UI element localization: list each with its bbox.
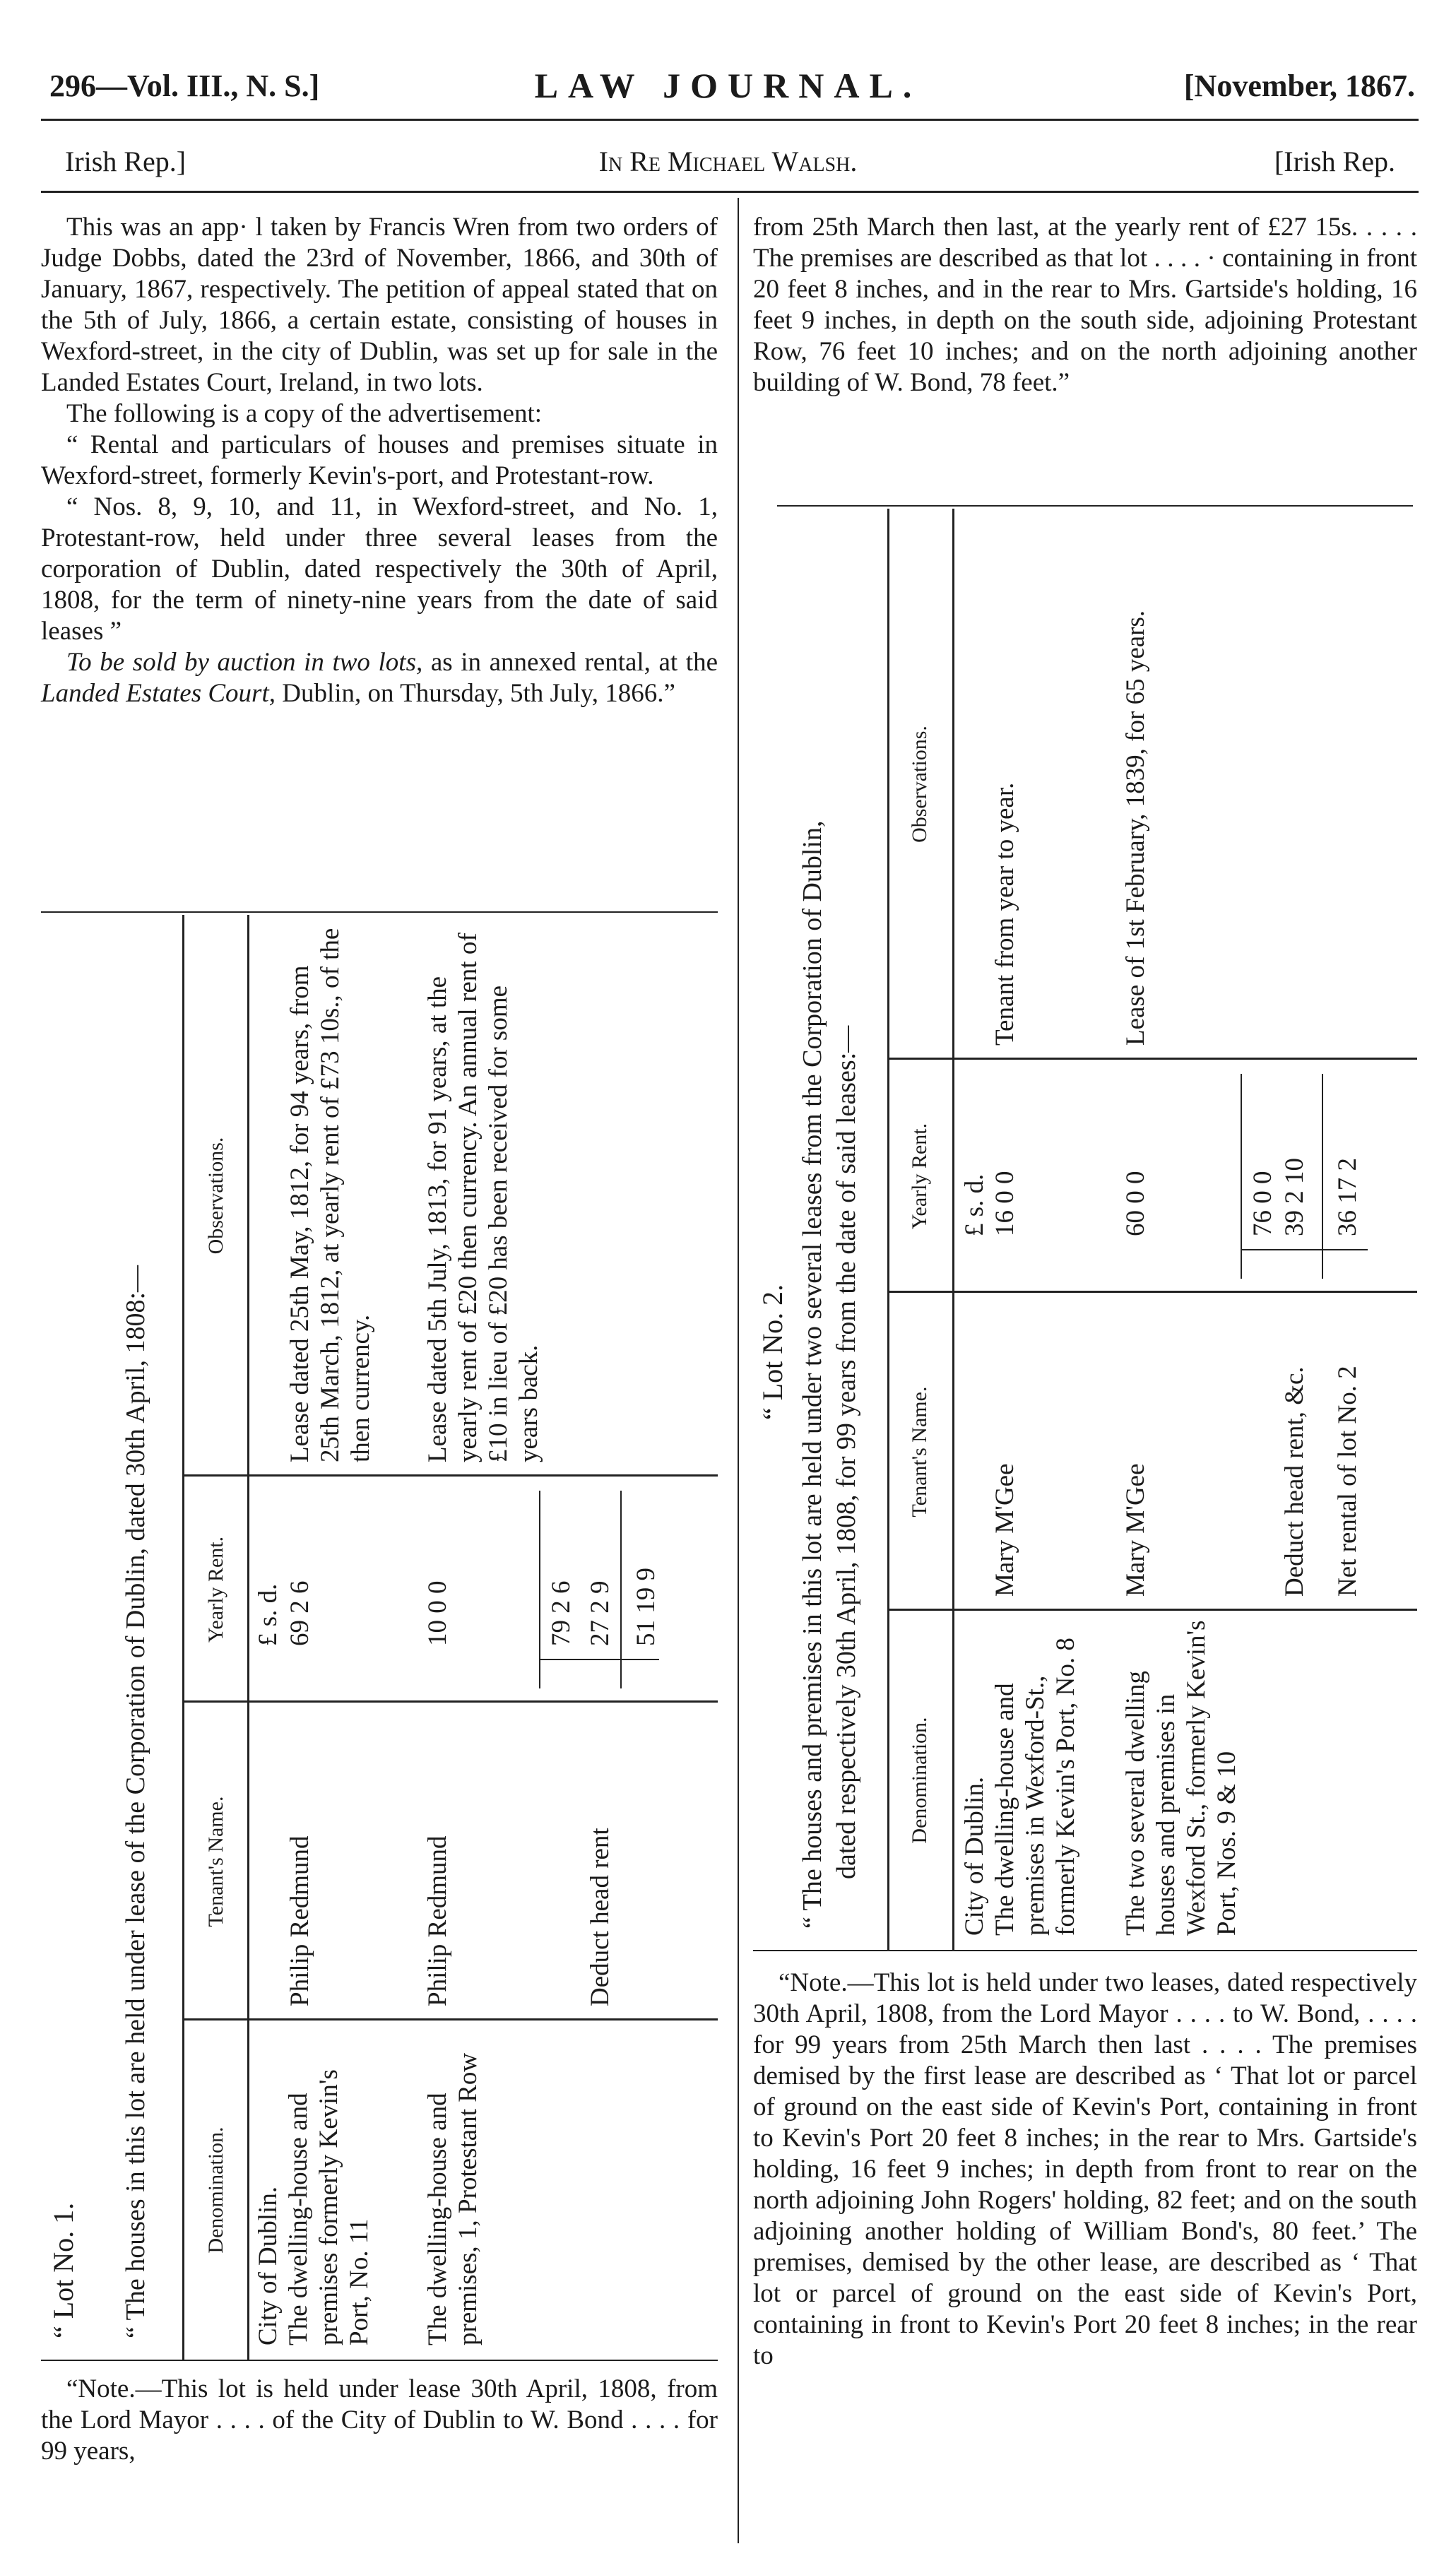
table-bottom-rule — [753, 1950, 1417, 1951]
case-title: In Re Michael Walsh. — [598, 146, 858, 177]
lot1-note — [41, 2374, 718, 2467]
lot2-row1-denomination: City of Dublin. The dwelling-house and premises in Wexford-St., formerly Kevin's Port, No. 8 — [960, 1638, 1080, 1936]
lot2-rule — [1322, 1074, 1323, 1279]
table-top-rule — [41, 911, 718, 913]
lot2-note — [753, 1968, 1417, 2372]
lot1-row2-tenant: Philip Redmund — [423, 1835, 452, 2006]
lot2-rule — [887, 1609, 1417, 1611]
paragraph: This was an app· l taken by Francis Wren from two orders of Judge Dobbs, dated the 23rd of November, 1866, and 30th of January, 1867, respectively. The petition of appeal stated that on the 5th of July, 1866, a certain estate, consisting of houses in Wexford-street, in the city of Dublin, was set up for sale in the Landed Estates Court, Ireland, in two lots. — [41, 213, 718, 397]
lot2-caption-line2: dated respectively 30th April, 1808, for 99 years from the date of said leases:— — [831, 1025, 861, 1879]
lot1-rule — [247, 915, 249, 2360]
lot1-rule — [539, 1659, 659, 1660]
lot2-table-area — [753, 509, 1417, 1950]
left-column-text — [41, 212, 718, 709]
text: Dublin, on Thursday, 5th July, 1866.” — [276, 679, 675, 708]
header-rule — [41, 119, 1419, 121]
lot1-deduct: 27 2 9 — [586, 1580, 615, 1646]
lot1-header-rent: Yearly Rent. — [204, 1536, 227, 1643]
lot1-title: “ Lot No. 1. — [47, 2202, 79, 2338]
lot2-row2-observations: Lease of 1st February, 1839, for 65 years. — [1121, 610, 1150, 1046]
lot2-header-observations: Observations. — [908, 726, 931, 843]
lot2-row2-tenant: Mary M'Gee — [1121, 1463, 1150, 1597]
lot2-title: “ Lot No. 2. — [757, 1284, 788, 1420]
italic-text: To be sold by auction in two lots, — [66, 648, 423, 677]
lot2-row2-rent: 60 0 0 — [1121, 1171, 1150, 1236]
running-head-left: 296—Vol. III., N. S.] — [49, 69, 320, 103]
lot2-row1-tenant: Mary M'Gee — [990, 1463, 1019, 1597]
lot1-row2-rent: 10 0 0 — [423, 1580, 452, 1646]
lot1-rule — [182, 1700, 718, 1703]
lot2-total: 76 0 0 — [1248, 1171, 1277, 1236]
lot2-header-tenant: Tenant's Name. — [908, 1386, 931, 1517]
paragraph — [41, 647, 718, 709]
lot1-row2-observations: Lease dated 5th July, 1813, for 91 years, at the yearly rent of £20 then currency. An annual rent of £10 in lieu of £20 has been received for some years back. — [423, 933, 543, 1462]
paragraph: “ Rental and particulars of houses and premises situate in Wexford-street, formerly Kevin's-port, and Protestant-row. — [41, 430, 718, 490]
right-column-top-text — [753, 212, 1417, 398]
lot2-header-denomination: Denomination. — [908, 1717, 931, 1844]
lot1-row1-rent: 69 2 6 — [285, 1580, 314, 1646]
lot1-money-header: £ s. d. — [254, 1583, 283, 1646]
report-label-left: Irish Rep.] — [65, 146, 187, 177]
lot2-deduct: 39 2 10 — [1280, 1158, 1309, 1236]
lot2-rule — [887, 1291, 1417, 1293]
text: as in annexed rental, at the — [422, 648, 718, 677]
lot2-net-label: Net rental of lot No. 2 — [1333, 1366, 1362, 1597]
paragraph: The following is a copy of the advertisement: — [66, 399, 543, 428]
lot2-rule — [887, 1058, 1417, 1060]
table-top-rule — [777, 505, 1413, 507]
paragraph: from 25th March then last, at the yearly rent of £27 15s. . . . . The premises are described as that lot . . . . · containing in front 20 feet 8 inches, and in the rear to Mrs. Gartside's holding, 16 feet 9 inches, in depth on the south side, adjoining Protestant Row, 76 feet 10 inches; and on the north adjoining another building of W. Bond, 78 feet.” — [753, 213, 1417, 397]
lot2-money-header: £ s. d. — [960, 1173, 989, 1236]
lot1-rotated-table — [41, 915, 718, 2360]
lot1-row1-tenant: Philip Redmund — [285, 1835, 314, 2006]
paragraph: “Note.—This lot is held under two leases, dated respectively 30th April, 1808, from the Lord Mayor . . . . to W. Bond, . . . . for 99 years from 25th March then last . . . . The premises demised by the first lease are described as ‘ That lot or parcel of ground on the east side of Kevin's Port, containing in front to Kevin's Port 20 feet 8 inches; in the rear to Mrs. Gartside's holding, 16 feet 9 inches; in depth from front to rear on the north adjoining John Rogers' holding, 82 feet; and on the south adjoining another holding of William Bond's, 80 feet.’ The premises, demised by the other lease, are described as ‘ That lot or parcel of ground on the east side of Kevin's Port, containing in front to Kevin's Port 20 feet 8 inches; in the rear to — [753, 1968, 1417, 2370]
lot1-rule — [539, 1491, 540, 1688]
paragraph: “Note.—This lot is held under lease 30th April, 1808, from the Lord Mayor . . . . of the City of Dublin to W. Bond . . . . for 99 years, — [41, 2374, 718, 2466]
lot1-rule — [182, 2018, 718, 2020]
lot2-row1-observations: Tenant from year to year. — [990, 782, 1019, 1046]
lot1-net: 51 19 9 — [632, 1568, 661, 1646]
lot1-caption: “ The houses in this lot are held under lease of the Corporation of Dublin, dated 30th April, 1808:— — [121, 1265, 150, 2338]
running-head-right: [November, 1867. — [1183, 69, 1415, 103]
journal-title: LAW JOURNAL. — [534, 66, 922, 105]
lot1-rule — [182, 915, 184, 2360]
lot1-rule — [182, 1474, 718, 1477]
lot1-total: 79 2 6 — [547, 1580, 576, 1646]
lot1-row1-observations: Lease dated 25th May, 1812, for 94 years, from 25th March, 1812, at yearly rent of £73 10s., of the then currency. — [285, 928, 375, 1462]
lot2-row2-denomination: The two several dwelling houses and premises in Wexford St., formerly Kevin's Port, Nos. 9 & 10 — [1121, 1620, 1241, 1936]
lot2-deduct-label: Deduct head rent, &c. — [1280, 1366, 1309, 1597]
lot1-row1-denomination: City of Dublin. The dwelling-house and premises formerly Kevin's Port, No. 11 — [254, 2069, 374, 2345]
lot2-net: 36 17 2 — [1333, 1158, 1362, 1236]
lot1-deduct-label: Deduct head rent — [586, 1828, 615, 2006]
column-divider — [738, 198, 739, 2543]
lot2-rule — [887, 509, 889, 1950]
lot1-rule — [620, 1491, 622, 1688]
lot2-rule — [1241, 1074, 1242, 1279]
lot2-row1-rent: 16 0 0 — [990, 1171, 1019, 1236]
table-bottom-rule — [41, 2360, 718, 2361]
lot1-header-tenant: Tenant's Name. — [204, 1796, 227, 1927]
lot2-rotated-table — [753, 509, 1417, 1950]
paragraph: “ Nos. 8, 9, 10, and 11, in Wexford-street, and No. 1, Protestant-row, held under three several leases from the corporation of Dublin, dated respectively the 30th of April, 1808, for the term of ninety-nine years from the date of said leases ” — [41, 492, 718, 646]
italic-text: Landed Estates Court, — [41, 679, 276, 708]
lot1-header-denomination: Denomination. — [204, 2126, 227, 2254]
lot2-rule — [1241, 1249, 1368, 1250]
report-label-right: [Irish Rep. — [1274, 146, 1395, 177]
lot1-row2-denomination: The dwelling-house and premises, 1, Protestant Row — [423, 2052, 483, 2345]
lot2-rule — [952, 509, 954, 1950]
lot2-header-rent: Yearly Rent. — [908, 1123, 931, 1230]
lot1-table-area — [41, 915, 718, 2360]
lot2-caption-line1: “ The houses and premises in this lot are held under two several leases from the Corporation of Dublin, — [798, 820, 827, 1929]
lot1-header-observations: Observations. — [204, 1137, 227, 1255]
subheader-rule — [41, 191, 1419, 193]
